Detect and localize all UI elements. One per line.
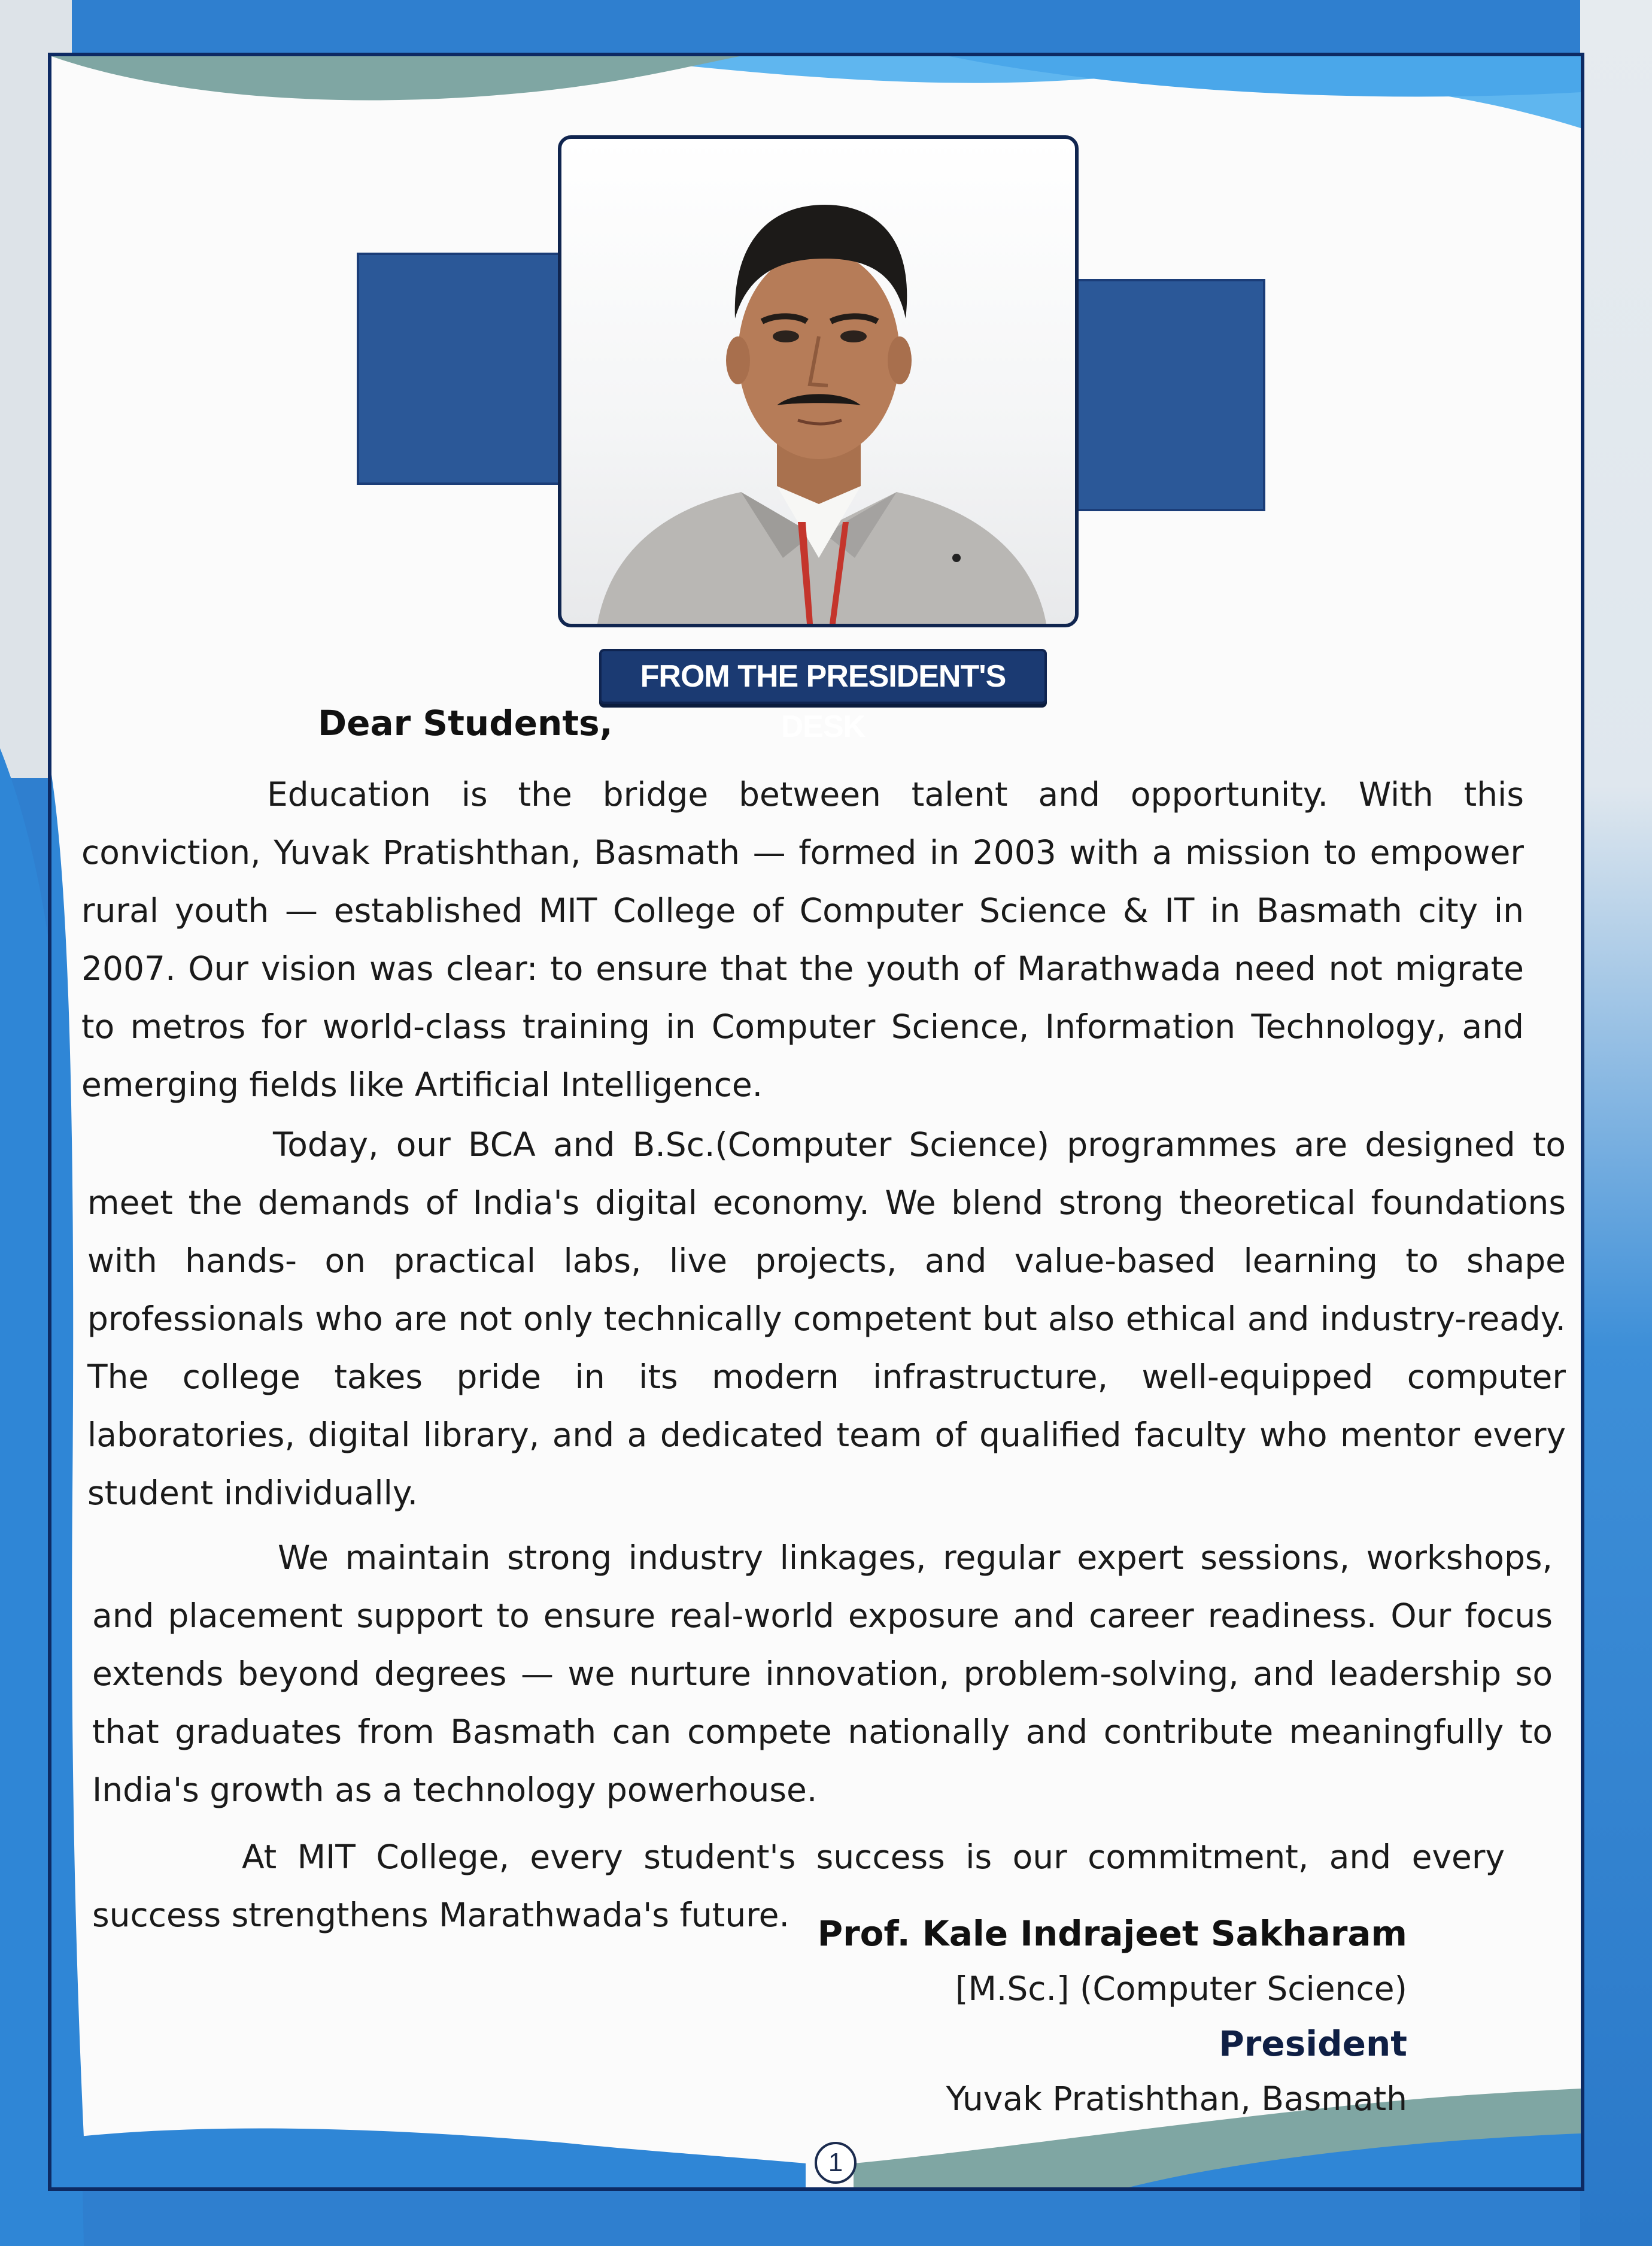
background-right [1580,0,1652,2246]
signatory-name: Prof. Kale Indrajeet Sakharam [817,1913,1407,1954]
president-photo-frame [558,135,1079,627]
brochure-page [48,53,1584,2191]
page-number: 1 [815,2142,857,2184]
banner-block-left [357,253,589,485]
letter-paragraph: At MIT College, every student's success is our commitment, and every success strengthens Marathwada's future. [92,1838,1505,1934]
signatory-organization: Yuvak Pratishthan, Basmath [946,2080,1407,2118]
signature-block [818,1906,1407,2126]
signatory-qualification: [M.Sc.] (Computer Science) [955,1969,1407,2008]
signatory-title: President [1219,2023,1407,2064]
president-portrait-icon [561,139,1075,624]
letter-paragraph: Today, our BCA and B.Sc.(Computer Science) programmes are designed to meet the demands of India's digital economy. We blend strong theoretical foundations with hands- on practical labs, live projects, and value-based learning to shape professionals who are not only technically competent but also ethical and industry-ready. The college takes pride in its modern infrastructure, well-equipped computer laboratories, digital library, and a dedicated team of qualified faculty who mentor every student individually. [87,1125,1566,1512]
president-desk-label: FROM THE PRESIDENT'S DESK [599,649,1047,704]
letter-paragraph: We maintain strong industry linkages, regular expert sessions, workshops, and placement support to ensure real-world exposure and career readiness. Our focus extends beyond degrees — we nurture innovation, problem-solving, and leadership so that graduates from Basmath can compete nationally and contribute meaningfully to India's growth as a technology powerhouse. [92,1538,1553,1809]
banner-block-right [1069,279,1265,511]
salutation: Dear Students, [318,703,613,743]
letter-paragraph: Education is the bridge between talent and opportunity. With this conviction, Yuvak Pratishthan, Basmath — formed in 2003 with a mission to empower rural youth — established MIT College of Computer Science & IT in Basmath city in 2007. Our vision was clear: to ensure that the youth of Marathwada need not migrate to metros for world-class training in Computer Science, Information Technology, and emerging fields like Artificial Intelligence. [81,775,1524,1104]
